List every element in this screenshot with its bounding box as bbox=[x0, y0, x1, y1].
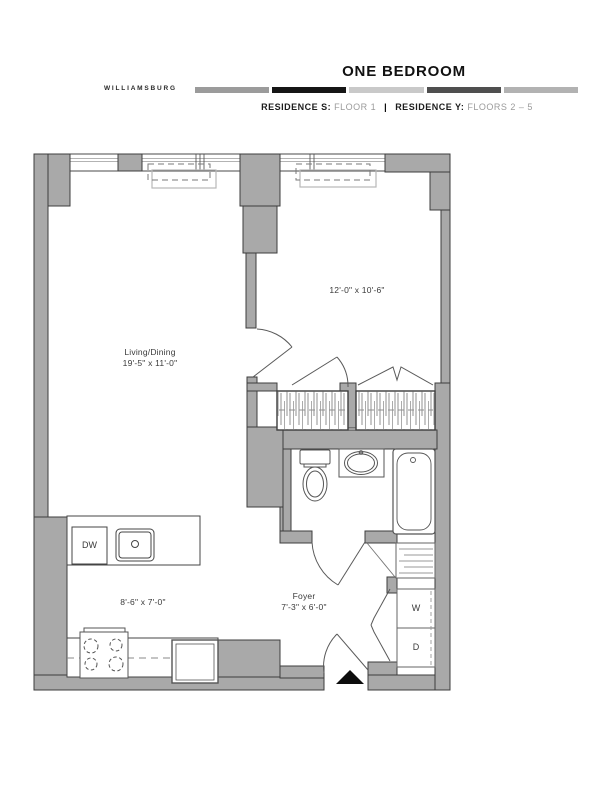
closet-doors bbox=[292, 357, 433, 387]
foyer-label bbox=[234, 591, 374, 613]
bathtub bbox=[393, 449, 435, 534]
wall-bathroom-bottom-right bbox=[365, 531, 397, 543]
linen-closet bbox=[367, 543, 435, 578]
wall-right-lower bbox=[435, 383, 450, 690]
bar-segment-5 bbox=[504, 87, 578, 93]
wall-kitchen-foyer bbox=[218, 640, 280, 677]
wall-right-step bbox=[430, 172, 450, 210]
wall-divider-mid bbox=[243, 206, 277, 253]
kitchen-label bbox=[63, 597, 223, 608]
residence-s-value: FLOOR 1 bbox=[334, 102, 377, 112]
neighborhood-label: WILLIAMSBURG bbox=[104, 85, 177, 92]
refrigerator bbox=[172, 640, 218, 683]
wall-divider-top bbox=[240, 154, 280, 206]
sink-vanity bbox=[339, 449, 384, 477]
living-dining-name: Living/Dining bbox=[124, 347, 176, 357]
kitchen-sink bbox=[116, 529, 154, 561]
washer-dryer-units bbox=[397, 589, 435, 667]
wall-closet-stub bbox=[247, 383, 277, 391]
bathroom-door bbox=[312, 542, 365, 585]
bar-segment-2 bbox=[272, 87, 346, 93]
wall-bottom-step bbox=[280, 666, 324, 678]
residence-s-label: RESIDENCE S: bbox=[261, 102, 332, 112]
living-dining-dimensions: 19'-5" x 11'-0" bbox=[122, 358, 178, 368]
page-title: ONE BEDROOM bbox=[342, 63, 466, 80]
bedroom-dimensions: 12'-0" x 10'-6" bbox=[329, 285, 385, 295]
dishwasher-label: DW bbox=[82, 540, 97, 550]
washer-label: W bbox=[411, 603, 421, 613]
header-divider-bar bbox=[195, 87, 578, 93]
living-dining-label bbox=[70, 347, 230, 369]
wall-linen-stub bbox=[387, 577, 397, 593]
bar-segment-1 bbox=[195, 87, 269, 93]
residence-line bbox=[182, 102, 612, 112]
foyer-name: Foyer bbox=[292, 591, 316, 601]
range-stove bbox=[80, 628, 128, 678]
residence-separator: | bbox=[384, 102, 388, 112]
residence-y-value: FLOORS 2 – 5 bbox=[467, 102, 533, 112]
bedroom-label bbox=[277, 285, 437, 296]
wall-divider-thin bbox=[246, 253, 256, 328]
dryer-label: D bbox=[412, 642, 420, 652]
bedroom-closets bbox=[277, 391, 435, 430]
windows bbox=[70, 154, 385, 171]
residence-y-label: RESIDENCE Y: bbox=[395, 102, 465, 112]
wall-right bbox=[441, 210, 450, 385]
wall-window-pier bbox=[118, 154, 142, 171]
entry-door bbox=[324, 634, 368, 673]
wall-top-right-block bbox=[385, 154, 450, 172]
entry-marker-triangle bbox=[336, 670, 364, 684]
foyer-dimensions: 7'-3" x 6'-0" bbox=[281, 602, 327, 612]
kitchen-dimensions: 8'-6" x 7'-0" bbox=[120, 597, 166, 607]
toilet bbox=[300, 450, 330, 501]
wall-bathroom-left bbox=[283, 449, 291, 533]
bar-segment-3 bbox=[349, 87, 423, 93]
wall-bathroom-top bbox=[283, 430, 437, 449]
wall-bath-left-block bbox=[247, 427, 288, 507]
bar-segment-4 bbox=[427, 87, 501, 93]
bedroom-door bbox=[253, 329, 292, 377]
wall-bathroom-bottom-left bbox=[280, 531, 312, 543]
